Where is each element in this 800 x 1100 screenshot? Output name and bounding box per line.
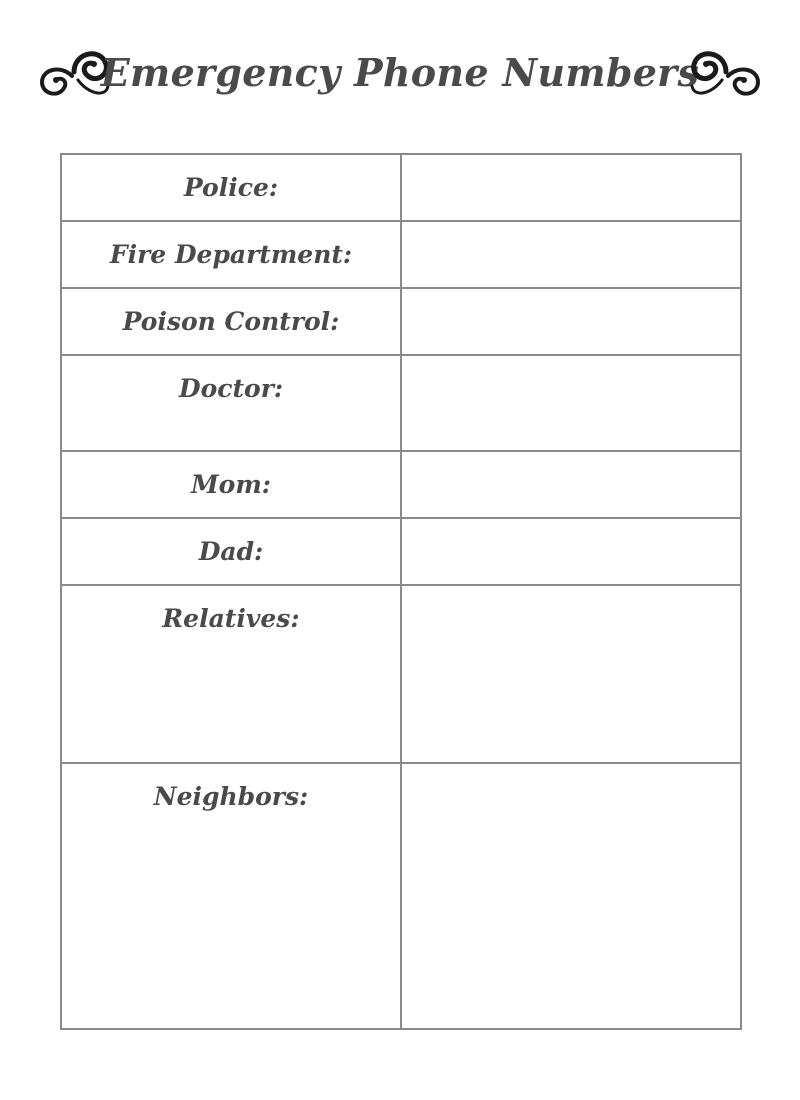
- label-cell: [61, 763, 401, 1029]
- page-title: Emergency Phone Numbers: [100, 50, 700, 95]
- phone-entry-relatives[interactable]: [401, 585, 741, 763]
- row-label: Mom:: [190, 470, 272, 499]
- table-row-dad: [61, 518, 741, 585]
- table-row-police: [61, 154, 741, 221]
- page-header: [0, 20, 800, 130]
- table-row-fire-department: [61, 221, 741, 288]
- label-cell: [61, 518, 401, 585]
- label-cell: [61, 355, 401, 451]
- label-cell: [61, 154, 401, 221]
- table-row-neighbors: [61, 763, 741, 1029]
- row-label: Poison Control:: [122, 307, 340, 336]
- label-cell: [61, 451, 401, 518]
- phone-entry-poison-control[interactable]: [401, 288, 741, 355]
- row-label: Police:: [183, 173, 279, 202]
- row-label: Fire Department:: [109, 240, 353, 269]
- phone-entry-mom[interactable]: [401, 451, 741, 518]
- table-row-mom: [61, 451, 741, 518]
- row-label: Doctor:: [178, 374, 284, 403]
- table-row-doctor: [61, 355, 741, 451]
- row-label: Neighbors:: [153, 782, 309, 811]
- phone-numbers-table: [60, 153, 742, 1030]
- row-label: Relatives:: [162, 604, 300, 633]
- row-label: Dad:: [198, 537, 264, 566]
- phone-entry-fire-department[interactable]: [401, 221, 741, 288]
- table-row-relatives: [61, 585, 741, 763]
- phone-entry-doctor[interactable]: [401, 355, 741, 451]
- label-cell: [61, 288, 401, 355]
- label-cell: [61, 221, 401, 288]
- phone-entry-dad[interactable]: [401, 518, 741, 585]
- label-cell: [61, 585, 401, 763]
- phone-entry-police[interactable]: [401, 154, 741, 221]
- right-flourish-icon: [686, 28, 766, 108]
- table-row-poison-control: [61, 288, 741, 355]
- phone-entry-neighbors[interactable]: [401, 763, 741, 1029]
